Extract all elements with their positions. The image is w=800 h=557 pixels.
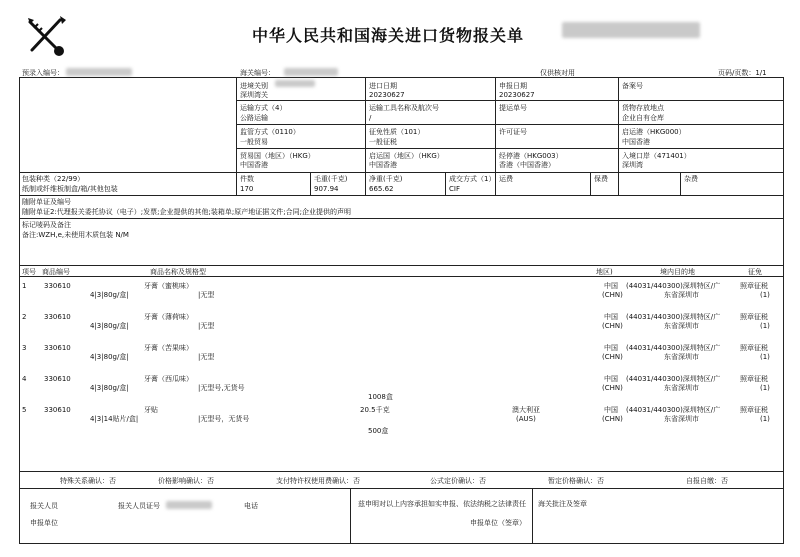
tax-nature-value: 一般征税 — [369, 138, 397, 146]
item-spec: 4|3|80g/盒| — [90, 291, 129, 299]
declarant-label: 报关人员 — [30, 502, 58, 510]
docs-label: 随附单证及编号 — [22, 198, 71, 206]
package-value: 纸制或纤维板制盒/箱/其他包装 — [22, 185, 118, 193]
item-code: 330610 — [44, 406, 71, 414]
item-tax-2: (1) — [760, 415, 770, 423]
trade-country-value: 中国香港 — [240, 161, 268, 169]
customs-emblem-icon — [24, 14, 68, 58]
price-influence-confirm: 价格影响确认：否 — [158, 477, 214, 485]
item-seq: 3 — [22, 344, 27, 352]
declare-date-value: 20230627 — [499, 91, 535, 99]
item-tax-2: (1) — [760, 322, 770, 330]
vehicle-value: / — [369, 114, 372, 122]
customs-no-label: 海关编号： — [240, 69, 275, 77]
redacted-consignee — [275, 80, 315, 87]
item-origin-2: (CHN) — [602, 384, 623, 392]
declare-seal-label: 申报单位（签章） — [470, 519, 526, 527]
item-dest: (44031/440300)深圳特区/广 — [626, 313, 721, 321]
gross-weight-label: 毛重(千克) — [314, 175, 348, 183]
tax-nature-label: 征免性质（101） — [369, 128, 425, 136]
provisional-price-confirm: 暂定价格确认：否 — [548, 477, 604, 485]
item-tax: 照章征税 — [740, 282, 768, 290]
item-dest: (44031/440300)深圳特区/广 — [626, 344, 721, 352]
item-spec-2: |无型 — [198, 322, 215, 330]
item-tax: 照章征税 — [740, 406, 768, 414]
deal-mode-value: CIF — [449, 185, 460, 193]
departure-port-value: 中国香港 — [622, 138, 650, 146]
item-dest: (44031/440300)深圳特区/广 — [626, 375, 721, 383]
redacted-declarant-no — [166, 501, 212, 509]
self-declare-confirm: 自报自缴：否 — [686, 477, 728, 485]
item-tax-2: (1) — [760, 353, 770, 361]
item-origin: 中国 — [604, 375, 618, 383]
item-spec-2: |无型 — [198, 291, 215, 299]
storage-value: 企业自有仓库 — [622, 114, 664, 122]
item-country-2: (AUS) — [516, 415, 536, 423]
trade-country-label: 贸易国（地区）（HKG） — [240, 152, 315, 160]
item-qty: 500盒 — [368, 427, 389, 435]
redacted-title-number — [562, 22, 700, 38]
marks-label: 标记唛码及备注 — [22, 221, 71, 229]
departure-port-label: 启运港（HKG000） — [622, 128, 686, 136]
transport-mode-label: 运输方式（4） — [240, 104, 287, 112]
item-tax-2: (1) — [760, 384, 770, 392]
page-title: 中华人民共和国海关进口货物报关单 — [252, 26, 525, 45]
item-tax: 照章征税 — [740, 313, 768, 321]
item-dest-2: 东省深圳市 — [664, 322, 699, 330]
statement-text: 兹申明对以上内容承担如实申报、依法纳税之法律责任 — [358, 500, 526, 508]
item-qty: 1008盒 — [368, 393, 393, 401]
item-tax: 照章征税 — [740, 375, 768, 383]
marks-value: 备注:WZH,e,未使用木质包装 N/M — [22, 231, 129, 239]
net-weight-value: 665.62 — [369, 185, 394, 193]
item-seq: 4 — [22, 375, 27, 383]
freight-label: 运费 — [499, 175, 513, 183]
item-seq: 5 — [22, 406, 27, 414]
item-name: 牙膏（苦果味） — [144, 344, 193, 352]
pieces-label: 件数 — [240, 175, 254, 183]
net-weight-label: 净重(千克) — [369, 175, 403, 183]
declare-unit-label: 申报单位 — [30, 519, 58, 527]
import-date-value: 20230627 — [369, 91, 405, 99]
transport-mode-value: 公路运输 — [240, 114, 268, 122]
items-header-name: 商品名称及规格型 — [150, 268, 206, 276]
item-spec-2: |无型 — [198, 353, 215, 361]
vehicle-label: 运输工具名称及航次号 — [369, 104, 439, 112]
items-header-region: 地区) — [596, 268, 613, 276]
royalty-confirm: 支付特许权使用费确认：否 — [276, 477, 360, 485]
item-origin: 中国 — [604, 344, 618, 352]
for-verification-text: 仅供核对用 — [540, 69, 575, 77]
insurance-label: 保费 — [594, 175, 608, 183]
entry-customs-value: 深圳湾关 — [240, 91, 268, 99]
item-code: 330610 — [44, 282, 71, 290]
customs-sign-label: 海关批注及签章 — [538, 500, 587, 508]
item-dest: (44031/440300)深圳特区/广 — [626, 406, 721, 414]
item-code: 330610 — [44, 313, 71, 321]
item-spec: 4|3|80g/盒| — [90, 353, 129, 361]
item-country: 澳大利亚 — [512, 406, 540, 414]
item-origin-2: (CHN) — [602, 322, 623, 330]
item-dest-2: 东省深圳市 — [664, 353, 699, 361]
items-header-code: 商品编号 — [42, 268, 70, 276]
item-seq: 2 — [22, 313, 27, 321]
item-origin-2: (CHN) — [602, 291, 623, 299]
item-seq: 1 — [22, 282, 27, 290]
item-dest: (44031/440300)深圳特区/广 — [626, 282, 721, 290]
item-dest-2: 东省深圳市 — [664, 415, 699, 423]
import-date-label: 进口日期 — [369, 82, 397, 90]
redacted-customs-no — [284, 68, 338, 76]
supervision-label: 监管方式（0110） — [240, 128, 300, 136]
item-origin: 中国 — [604, 406, 618, 414]
item-code: 330610 — [44, 375, 71, 383]
license-label: 许可证号 — [499, 128, 527, 136]
item-spec-2: |无型号，无货号 — [198, 415, 250, 423]
item-name: 牙贴 — [144, 406, 158, 414]
transit-port-label: 经停港（HKG003） — [499, 152, 563, 160]
declare-date-label: 申报日期 — [499, 82, 527, 90]
filing-no-label: 备案号 — [622, 82, 643, 90]
item-tax: 照章征税 — [740, 344, 768, 352]
misc-label: 杂费 — [684, 175, 698, 183]
bl-label: 提运单号 — [499, 104, 527, 112]
item-origin-2: (CHN) — [602, 415, 623, 423]
package-label: 包装种类（22/99） — [22, 175, 85, 183]
item-name: 牙膏（薄荷味） — [144, 313, 193, 321]
item-tax-2: (1) — [760, 291, 770, 299]
item-name: 牙膏（蜜桃味） — [144, 282, 193, 290]
item-spec-2: |无型号,无货号 — [198, 384, 245, 392]
declarant-no-label: 报关人员证号 — [118, 502, 160, 510]
origin-country-value: 中国香港 — [369, 161, 397, 169]
item-dest-2: 东省深圳市 — [664, 291, 699, 299]
origin-country-label: 启运国（地区）（HKG） — [369, 152, 444, 160]
item-spec: 4|3|80g/盒| — [90, 322, 129, 330]
transit-port-value: 香港（中国香港） — [499, 161, 555, 169]
pieces-value: 170 — [240, 185, 254, 193]
entry-customs-label: 进境关别 — [240, 82, 268, 90]
special-relationship-confirm: 特殊关系确认：否 — [60, 477, 116, 485]
phone-label: 电话 — [244, 502, 258, 510]
item-code: 330610 — [44, 344, 71, 352]
redacted-preentry — [66, 68, 132, 76]
storage-label: 货物存放地点 — [622, 104, 664, 112]
items-header-dest: 境内目的地 — [660, 268, 695, 276]
entry-port-label: 入境口岸（471401） — [622, 152, 691, 160]
item-spec: 4|3|80g/盒| — [90, 384, 129, 392]
item-spec: 4|3|14贴片/盒| — [90, 415, 139, 423]
item-origin: 中国 — [604, 282, 618, 290]
formula-price-confirm: 公式定价确认：否 — [430, 477, 486, 485]
page-count: 页码/页数：1/1 — [718, 69, 767, 77]
item-name: 牙膏（西瓜味） — [144, 375, 193, 383]
item-qty-1: 20.5千克 — [360, 406, 390, 414]
deal-mode-label: 成交方式（1） — [449, 175, 496, 183]
items-header-seq: 项号 — [22, 268, 36, 276]
supervision-value: 一般贸易 — [240, 138, 268, 146]
entry-port-value: 深圳湾 — [622, 161, 643, 169]
item-origin: 中国 — [604, 313, 618, 321]
preentry-label: 预录入编号： — [22, 69, 64, 77]
item-origin-2: (CHN) — [602, 353, 623, 361]
items-header-tax: 征免 — [748, 268, 762, 276]
docs-value: 随附单证2:代理报关委托协议（电子）;发票;企业提供的其他;装箱单;原产地证据文件;合同;企业提供的声明 — [22, 208, 351, 216]
item-dest-2: 东省深圳市 — [664, 384, 699, 392]
gross-weight-value: 907.94 — [314, 185, 339, 193]
